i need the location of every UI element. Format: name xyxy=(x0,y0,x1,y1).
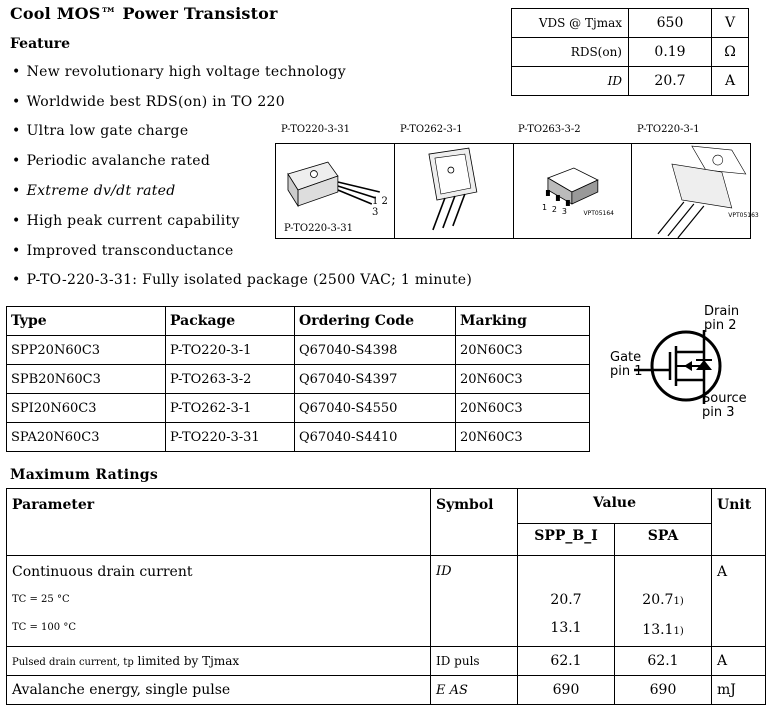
source-pin-text: pin 3 xyxy=(702,405,735,420)
table-row xyxy=(7,336,590,365)
feature-heading: Feature xyxy=(10,36,71,52)
gate-label xyxy=(610,351,643,379)
table-row xyxy=(7,365,590,394)
feature-item: • Improved transconductance xyxy=(12,243,234,259)
value-number: 13.1 xyxy=(642,622,674,638)
package-caption: P-TO220-3-31 xyxy=(284,223,354,234)
column-header: Value xyxy=(518,489,712,524)
pin-numbers: 1 2 3 xyxy=(372,196,388,218)
key-param-unit: V xyxy=(712,9,749,38)
param-text: limited by Tjmax xyxy=(137,654,240,668)
table-cell: P-TO220-3-31 xyxy=(166,423,295,452)
feature-item: • Extreme dv/dt rated xyxy=(12,183,176,199)
key-param-row xyxy=(512,67,749,96)
value-text xyxy=(620,586,706,616)
package-images xyxy=(275,143,759,239)
table-cell: E AS xyxy=(431,676,518,705)
document-title: Cool MOS™ Power Transistor xyxy=(10,4,278,23)
key-param-name: VDS @ Tjmax xyxy=(512,9,629,38)
key-param-unit: A xyxy=(712,67,749,96)
table-cell: ID xyxy=(431,556,518,647)
column-subheader: SPA xyxy=(615,523,712,555)
column-header: Parameter xyxy=(7,489,431,556)
source-label xyxy=(702,392,747,420)
package-label: P-TO263-3-2 xyxy=(518,124,581,135)
table-cell xyxy=(518,556,615,647)
column-header: Type xyxy=(7,307,166,336)
column-subheader: SPP_B_I xyxy=(518,523,615,555)
table-cell: 690 xyxy=(615,676,712,705)
svg-text:2: 2 xyxy=(551,204,557,214)
package-image-to220-3-31 xyxy=(276,144,395,238)
feature-item: • High peak current capability xyxy=(12,213,240,229)
table-cell: A xyxy=(712,556,766,647)
value-text: 20.7 xyxy=(550,592,582,608)
key-param-row xyxy=(512,9,749,38)
param-text: TC = 25 °C xyxy=(12,594,70,605)
package-label: P-TO262-3-1 xyxy=(400,124,463,135)
feature-item: • Worldwide best RDS(on) in TO 220 xyxy=(12,94,285,110)
package-image-to263 xyxy=(514,144,633,238)
table-cell: Avalanche energy, single pulse xyxy=(7,676,431,705)
key-parameters-table xyxy=(511,8,749,96)
package-image-to262 xyxy=(395,144,514,238)
max-ratings-heading: Maximum Ratings xyxy=(10,467,159,483)
feature-item: • Periodic avalanche rated xyxy=(12,153,211,169)
table-cell: 20N60C3 xyxy=(456,365,590,394)
value-text xyxy=(620,616,706,646)
feature-item: • New revolutionary high voltage technology xyxy=(12,64,346,80)
table-cell: 62.1 xyxy=(518,647,615,676)
package-code: VPT05163 xyxy=(728,212,759,219)
table-cell: Q67040-S4410 xyxy=(295,423,456,452)
key-param-value: 20.7 xyxy=(629,67,712,96)
feature-item: • P-TO-220-3-31: Fully isolated package (2500 VAC; 1 minute) xyxy=(12,272,473,288)
table-cell: mJ xyxy=(712,676,766,705)
to263-drawing xyxy=(514,144,632,238)
table-row xyxy=(7,394,590,423)
package-code: VPT05164 xyxy=(583,210,614,217)
feature-item: • Ultra low gate charge xyxy=(12,123,189,139)
svg-text:3: 3 xyxy=(561,206,567,216)
svg-text:1: 1 xyxy=(541,202,547,212)
source-text: Source xyxy=(702,391,747,406)
table-cell: 20N60C3 xyxy=(456,423,590,452)
table-cell: 20N60C3 xyxy=(456,394,590,423)
gate-text: Gate xyxy=(610,350,642,365)
to262-drawing xyxy=(395,144,513,238)
column-header: Marking xyxy=(456,307,590,336)
table-cell xyxy=(615,556,712,647)
table-cell: SPB20N60C3 xyxy=(7,365,166,394)
table-cell xyxy=(7,647,431,676)
key-param-name: ID xyxy=(512,67,629,96)
drain-pin-text: pin 2 xyxy=(704,318,737,333)
table-cell: P-TO263-3-2 xyxy=(166,365,295,394)
drain-text: Drain xyxy=(704,304,740,319)
package-image-to220 xyxy=(632,144,759,238)
table-cell: Q67040-S4398 xyxy=(295,336,456,365)
table-cell: P-TO220-3-1 xyxy=(166,336,295,365)
ordering-table xyxy=(6,306,590,452)
table-row xyxy=(7,556,766,647)
table-cell: ID puls xyxy=(431,647,518,676)
table-header-row xyxy=(7,307,590,336)
gate-pin-text: pin 1 xyxy=(610,364,643,379)
table-cell: A xyxy=(712,647,766,676)
package-label: P-TO220-3-31 xyxy=(281,124,351,135)
key-param-value: 650 xyxy=(629,9,712,38)
table-row xyxy=(7,676,766,705)
drain-label xyxy=(704,305,739,333)
column-header: Symbol xyxy=(431,489,518,556)
table-cell: SPI20N60C3 xyxy=(7,394,166,423)
table-cell: 690 xyxy=(518,676,615,705)
max-ratings-table xyxy=(6,488,766,705)
table-cell xyxy=(7,556,431,647)
table-row xyxy=(7,647,766,676)
table-cell: 20N60C3 xyxy=(456,336,590,365)
table-row xyxy=(7,423,590,452)
column-header: Ordering Code xyxy=(295,307,456,336)
table-cell: Q67040-S4550 xyxy=(295,394,456,423)
param-text: TC = 100 °C xyxy=(12,622,76,633)
column-header: Unit xyxy=(712,489,766,556)
column-header: Package xyxy=(166,307,295,336)
table-cell: Q67040-S4397 xyxy=(295,365,456,394)
footnote-ref: 1) xyxy=(673,596,684,607)
package-label: P-TO220-3-1 xyxy=(637,124,700,135)
key-param-unit: Ω xyxy=(712,38,749,67)
table-cell: SPP20N60C3 xyxy=(7,336,166,365)
value-text: 13.1 xyxy=(550,620,582,636)
footnote-ref: 1) xyxy=(673,626,684,637)
table-cell: 62.1 xyxy=(615,647,712,676)
param-text: Continuous drain current xyxy=(12,564,193,580)
key-param-row xyxy=(512,38,749,67)
table-header-row xyxy=(7,489,766,524)
value-number: 20.7 xyxy=(642,592,674,608)
key-param-name: RDS(on) xyxy=(512,38,629,67)
key-param-value: 0.19 xyxy=(629,38,712,67)
to220-drawing xyxy=(632,144,750,238)
table-cell: P-TO262-3-1 xyxy=(166,394,295,423)
table-cell: SPA20N60C3 xyxy=(7,423,166,452)
param-text: Pulsed drain current, tp xyxy=(12,657,134,668)
